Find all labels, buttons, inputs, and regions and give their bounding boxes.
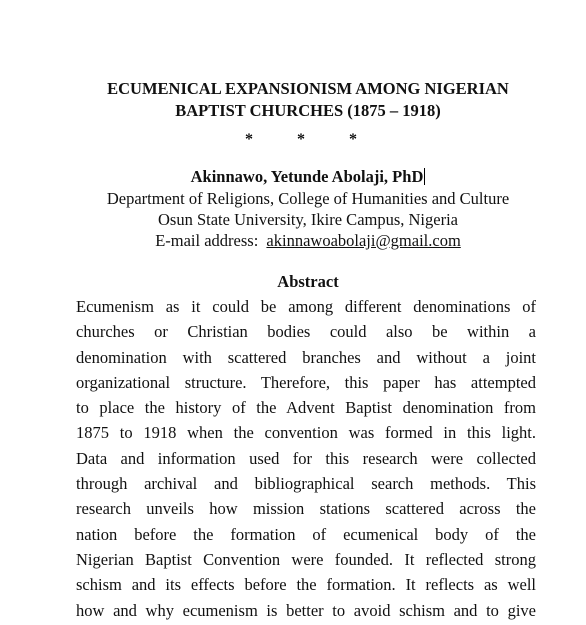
abstract-line: how and why ecumenism is better to avoid schism and to give [76,600,536,620]
text-cursor [424,168,425,185]
paper-title-line-2: BAPTIST CHURCHES (1875 – 1918) [175,101,441,120]
abstract-line: research unveils how mission stations scattered across the [76,499,536,519]
author-name: Akinnawo, Yetunde Abolaji, PhD [190,167,424,186]
affiliation-university: Osun State University, Ikire Campus, Nigeria [158,210,458,229]
abstract-line: denomination with scattered branches and without a joint [76,347,536,367]
email-line [40,231,576,251]
abstract-line: to place the history of the Advent Baptist denomination from [76,398,536,418]
separator-star: * [349,131,357,148]
abstract-line: schism and its effects before the formation. It reflects as well [76,575,536,595]
affiliation-department: Department of Religions, College of Humanities and Culture [106,189,510,208]
abstract-line: 1875 to 1918 when the convention was formed in this light. [76,423,536,443]
abstract-line: churches or Christian bodies could also be within a [76,322,536,342]
separator-star: * [297,131,305,148]
email-link[interactable]: akinnawoabolaji@gmail.com [266,231,461,250]
abstract-line: nation before the formation of ecumenical body of the [76,524,536,544]
author-name-block [40,167,576,187]
section-separator [245,131,401,149]
email-label: E-mail address: [155,231,259,250]
abstract-body [76,296,536,625]
abstract-heading: Abstract [277,272,339,291]
separator-star: * [245,131,253,148]
abstract-line: organizational structure. Therefore, this paper has attempted [76,372,536,392]
paper-title-line-1: ECUMENICAL EXPANSIONISM AMONG NIGERIAN [107,79,509,98]
abstract-line: Nigerian Baptist Convention were founded. It reflected strong [76,549,536,569]
abstract-line: through archival and bibliographical search methods. This [76,474,536,494]
abstract-line: Data and information used for this research were collected [76,448,536,468]
abstract-line: Ecumenism as it could be among different denominations of [76,297,536,316]
